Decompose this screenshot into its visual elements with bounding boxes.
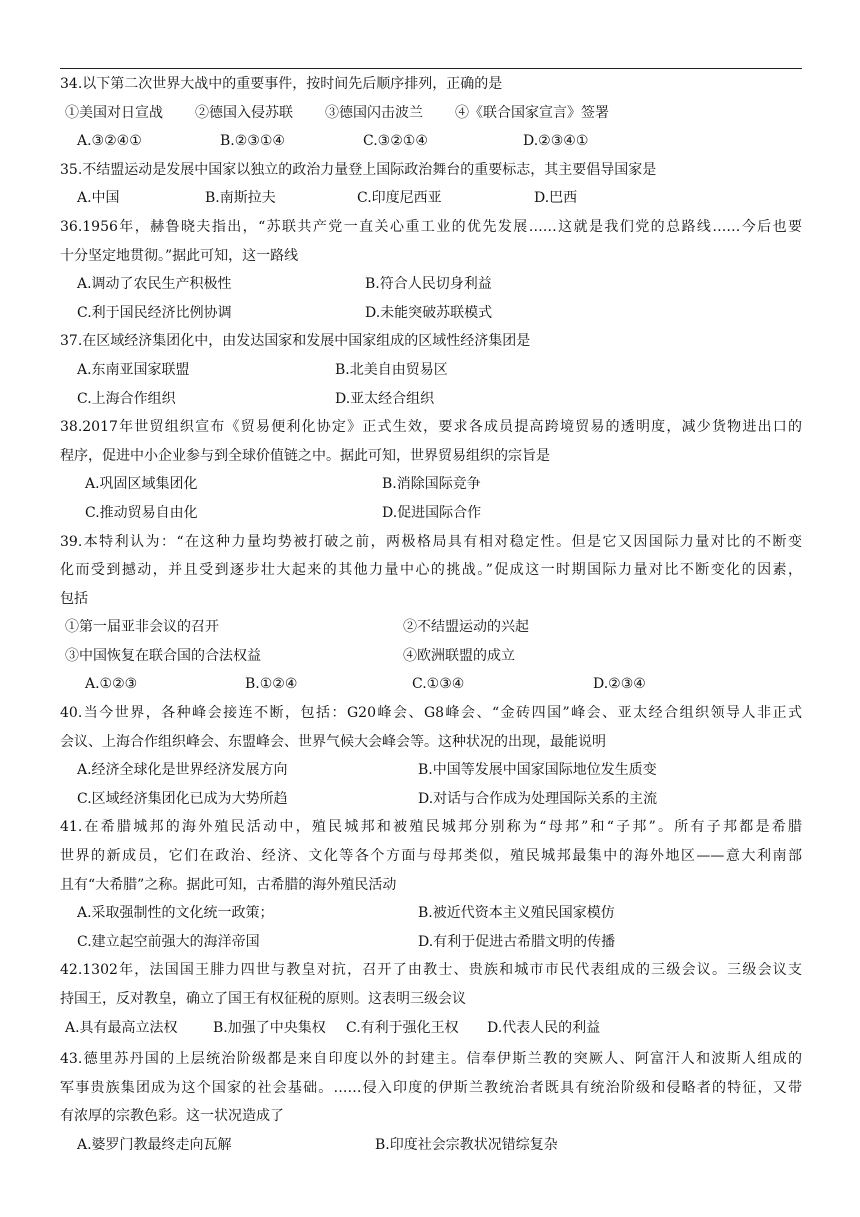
- question-stem: 会议、上海合作组织峰会、东盟峰会、世界气候大会峰会等。这种状况的出现，最能说明: [60, 733, 606, 750]
- option-d[interactable]: D.②③④①: [523, 133, 589, 150]
- option-d[interactable]: D.亚太经合组织: [335, 390, 435, 407]
- item: ②德国入侵苏联: [195, 104, 293, 121]
- question-stem: 40.当今世界，各种峰会接连不断，包括：G20峰会、G8峰会、“金砖四国”峰会、亚太经合组织领导人非正式: [60, 705, 802, 722]
- option-d[interactable]: D.巴西: [534, 190, 578, 207]
- option-row: [60, 499, 802, 528]
- option-b[interactable]: B.印度社会宗教状况错综复杂: [375, 1136, 558, 1153]
- option-b[interactable]: B.南斯拉夫: [205, 190, 276, 207]
- option-row: [60, 670, 802, 699]
- question-stem: 且有“大希腊”之称。据此可知，古希腊的海外殖民活动: [60, 876, 397, 893]
- item-row: [60, 613, 802, 642]
- option-b[interactable]: B.被近代资本主义殖民国家模仿: [418, 905, 615, 922]
- question-34: [60, 70, 802, 156]
- question-36: [60, 213, 802, 327]
- question-stem: 34.以下第二次世界大战中的重要事件，按时间先后顺序排列，正确的是: [60, 76, 503, 92]
- question-stem: 包括: [60, 590, 88, 607]
- option-row: [60, 385, 802, 414]
- question-39: [60, 528, 802, 700]
- question-stem: 35.不结盟运动是发展中国家以独立的政治力量登上国际政治舞台的重要标志，其主要倡导国家是: [60, 161, 657, 178]
- option-a[interactable]: A.③②④①: [77, 133, 142, 150]
- option-c[interactable]: C.区域经济集团化已成为大势所趋: [77, 790, 288, 807]
- question-43: [60, 1045, 802, 1159]
- option-a[interactable]: A.经济全球化是世界经济发展方向: [77, 762, 288, 779]
- question-stem: 世界的新成员，它们在政治、经济、文化等各个方面与母邦类似，殖民城邦最集中的海外地区——意大利南部: [60, 848, 802, 865]
- option-a[interactable]: A.巩固区域集团化: [85, 476, 198, 493]
- option-a[interactable]: A.调动了农民生产积极性: [77, 276, 232, 293]
- question-stem: 有浓厚的宗教色彩。这一状况造成了: [60, 1108, 284, 1125]
- option-row: [60, 470, 802, 499]
- option-c[interactable]: C.建立起空前强大的海洋帝国: [77, 933, 260, 950]
- option-c[interactable]: C.印度尼西亚: [357, 190, 442, 207]
- option-d[interactable]: D.代表人民的利益: [487, 1019, 601, 1036]
- option-c[interactable]: C.推动贸易自由化: [85, 504, 198, 521]
- option-b[interactable]: B.②③①④: [220, 133, 285, 150]
- header-rule: [60, 68, 802, 69]
- question-stem: 十分坚定地贯彻。”据此可知，这一路线: [60, 247, 299, 264]
- item: ②不结盟运动的兴起: [403, 619, 529, 636]
- question-stem: 39.本特利认为：“在这种力量均势被打破之前，两极格局具有相对稳定性。但是它又因国际力量对比的不断变: [60, 533, 802, 550]
- question-stem: 37.在区域经济集团化中，由发达国家和发展中国家组成的区域性经济集团是: [60, 333, 531, 350]
- question-stem: 38.2017年世贸组织宣布《贸易便利化协定》正式生效，要求各成员提高跨境贸易的透明度，减少货物进出口的: [60, 419, 802, 436]
- question-35: [60, 156, 802, 213]
- exam-page: [60, 70, 802, 1160]
- question-41: [60, 813, 802, 956]
- option-row: [60, 1131, 802, 1160]
- option-b[interactable]: B.中国等发展中国家国际地位发生质变: [418, 762, 657, 779]
- question-38: [60, 413, 802, 527]
- option-d[interactable]: D.对话与合作成为处理国际关系的主流: [418, 790, 658, 807]
- option-d[interactable]: D.②③④: [593, 676, 646, 693]
- option-b[interactable]: B.北美自由贸易区: [335, 361, 448, 378]
- item: ④《联合国家宣言》签署: [455, 104, 609, 121]
- question-stem: 43.德里苏丹国的上层统治阶级都是来自印度以外的封建主。信奉伊斯兰教的突厥人、阿富汗人和波斯人组成的: [60, 1051, 802, 1068]
- option-c[interactable]: C.利于国民经济比例协调: [77, 304, 232, 321]
- question-stem: 程序，促进中小企业参与到全球价值链之中。据此可知，世界贸易组织的宗旨是: [60, 447, 550, 464]
- option-row: [60, 270, 802, 299]
- option-a[interactable]: A.具有最高立法权: [65, 1019, 178, 1036]
- option-b[interactable]: B.加强了中央集权: [213, 1019, 326, 1036]
- option-row: [60, 127, 802, 156]
- option-row: [60, 1014, 802, 1043]
- option-b[interactable]: B.消除国际竞争: [382, 476, 481, 493]
- question-42: [60, 956, 802, 1042]
- option-b[interactable]: B.符合人民切身利益: [365, 276, 492, 293]
- option-c[interactable]: C.上海合作组织: [77, 390, 176, 407]
- option-d[interactable]: D.未能突破苏联模式: [365, 304, 493, 321]
- question-stem: 化而受到撼动，并且受到逐步壮大起来的其他力量中心的挑战。”促成这一时期国际力量对比不断变化的因素，: [60, 562, 802, 579]
- option-c[interactable]: C.①③④: [412, 676, 465, 693]
- item: ④欧洲联盟的成立: [403, 647, 515, 664]
- option-c[interactable]: C.有利于强化王权: [346, 1019, 459, 1036]
- question-stem: 持国王，反对教皇，确立了国王有权征税的原则。这表明三级会议: [60, 991, 466, 1007]
- question-40: [60, 699, 802, 813]
- option-row: [60, 785, 802, 814]
- question-stem: 军事贵族集团成为这个国家的社会基础。……侵入印度的伊斯兰教统治者既具有统治阶级和侵略者的特征，又带: [60, 1079, 802, 1096]
- question-stem: 42.1302年，法国国王腓力四世与教皇对抗，召开了由教士、贵族和城市市民代表组成的三级会议。三级会议支: [60, 962, 802, 979]
- option-d[interactable]: D.促进国际合作: [382, 504, 482, 521]
- item: ③中国恢复在联合国的合法权益: [65, 647, 261, 664]
- item: ①美国对日宣战: [65, 104, 163, 121]
- question-37: [60, 327, 802, 413]
- item: ③德国闪击波兰: [325, 104, 423, 121]
- item: ①第一届亚非会议的召开: [65, 619, 219, 636]
- option-a[interactable]: A.中国: [77, 190, 120, 207]
- option-b[interactable]: B.①②④: [245, 676, 298, 693]
- question-stem: 41.在希腊城邦的海外殖民活动中，殖民城邦和被殖民城邦分别称为“母邦”和“子邦”。所有子邦都是希腊: [60, 819, 802, 836]
- option-a[interactable]: A.东南亚国家联盟: [77, 361, 190, 378]
- option-row: [60, 184, 802, 213]
- option-d[interactable]: D.有利于促进古希腊文明的传播: [418, 933, 616, 950]
- option-row: [60, 356, 802, 385]
- option-c[interactable]: C.③②①④: [363, 133, 428, 150]
- question-stem: 36.1956年，赫鲁晓夫指出，“苏联共产党一直关心重工业的优先发展……这就是我们党的总路线……今后也要: [60, 218, 802, 235]
- option-row: [60, 299, 802, 328]
- option-row: [60, 928, 802, 957]
- option-a[interactable]: A.①②③: [85, 676, 138, 693]
- option-a[interactable]: A.婆罗门教最终走向瓦解: [77, 1136, 232, 1153]
- option-row: [60, 899, 802, 928]
- option-a[interactable]: A.采取强制性的文化统一政策；: [77, 905, 274, 922]
- item-row: [60, 99, 802, 128]
- item-row: [60, 642, 802, 671]
- option-row: [60, 756, 802, 785]
